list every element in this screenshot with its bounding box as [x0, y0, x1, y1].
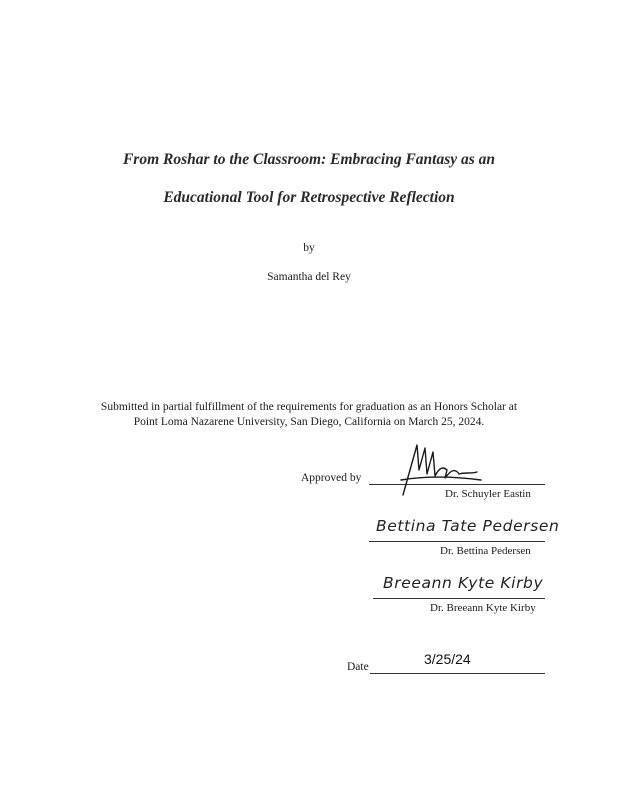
signature-kirby: Breeann Kyte Kirby	[383, 574, 544, 592]
signer-name-pedersen: Dr. Bettina Pedersen	[440, 545, 531, 557]
thesis-title-line-2: Educational Tool for Retrospective Reflection	[163, 189, 455, 206]
signature-line-pedersen	[369, 541, 545, 542]
date-value: 3/25/24	[424, 651, 471, 667]
date-label: Date	[347, 661, 369, 673]
by-label: by	[303, 242, 315, 254]
thesis-title-line-1: From Roshar to the Classroom: Embracing Fantasy as an	[122, 151, 496, 168]
signature-pedersen: Bettina Tate Pedersen	[376, 517, 560, 535]
signer-name-kirby: Dr. Breeann Kyte Kirby	[430, 602, 536, 614]
submission-statement-line-2: Point Loma Nazarene University, San Diego, California on March 25, 2024.	[133, 416, 485, 428]
signature-line-kirby	[373, 598, 545, 599]
date-line	[370, 673, 545, 674]
submission-statement-line-1: Submitted in partial fulfillment of the requirements for graduation as an Honors Scholar at	[100, 401, 518, 413]
author-name: Samantha del Rey	[267, 271, 351, 283]
signer-name-eastin: Dr. Schuyler Eastin	[445, 488, 531, 500]
approved-by-label: Approved by	[301, 472, 362, 484]
